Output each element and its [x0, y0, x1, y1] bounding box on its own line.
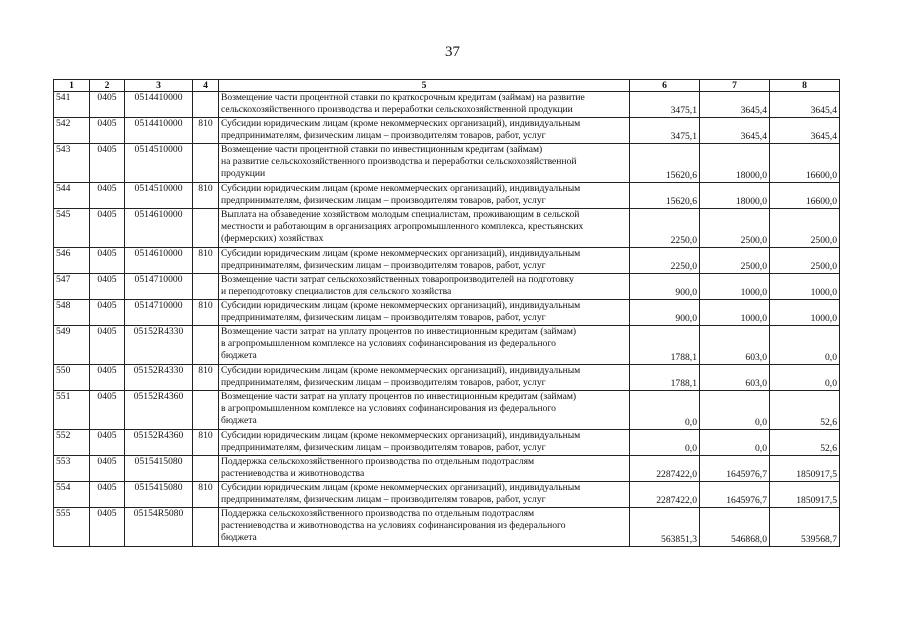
amount-col8: 52,6	[770, 391, 840, 430]
amount-col7: 603,0	[700, 365, 770, 391]
amount-col6: 563851,3	[630, 508, 700, 547]
amount-col6: 2250,0	[630, 248, 700, 274]
row-number: 548	[54, 300, 90, 326]
target-article-code: 05152R4330	[125, 365, 193, 391]
row-number: 553	[54, 456, 90, 482]
expense-name: Субсидии юридическим лицам (кроме некоммерческих организаций), индивидуальным предпринимателям, физическим лицам – производителям товаров, работ, услуг	[219, 482, 630, 508]
table-row	[54, 508, 840, 547]
table-row	[54, 365, 840, 391]
expense-name: Возмещение части затрат сельскохозяйственных товаропроизводителей на подготовку и переподготовку специалистов для сельского хозяйства	[219, 274, 630, 300]
table-row	[54, 118, 840, 144]
expense-type-code	[193, 92, 219, 118]
amount-col8: 16600,0	[770, 183, 840, 209]
table-row	[54, 144, 840, 183]
expense-type-code: 810	[193, 365, 219, 391]
amount-col8: 3645,4	[770, 92, 840, 118]
expense-type-code	[193, 274, 219, 300]
header-row	[54, 80, 840, 92]
amount-col6: 15620,6	[630, 144, 700, 183]
table-row	[54, 248, 840, 274]
page-number: 37	[445, 44, 460, 60]
row-number: 542	[54, 118, 90, 144]
row-number: 549	[54, 326, 90, 365]
target-article-code: 0514410000	[125, 118, 193, 144]
target-article-code: 05152R4360	[125, 391, 193, 430]
table-row	[54, 326, 840, 365]
expense-type-code	[193, 209, 219, 248]
column-header: 4	[193, 80, 219, 92]
target-article-code: 0515415080	[125, 456, 193, 482]
expense-name: Субсидии юридическим лицам (кроме некоммерческих организаций), индивидуальным предпринимателям, физическим лицам – производителям товаров, работ, услуг	[219, 183, 630, 209]
table-row	[54, 391, 840, 430]
table-row	[54, 482, 840, 508]
amount-col8: 52,6	[770, 430, 840, 456]
amount-col8: 2500,0	[770, 248, 840, 274]
amount-col6: 1788,1	[630, 365, 700, 391]
amount-col6: 0,0	[630, 391, 700, 430]
amount-col8: 0,0	[770, 326, 840, 365]
amount-col6: 15620,6	[630, 183, 700, 209]
section-code: 0405	[90, 326, 125, 365]
target-article-code: 0514610000	[125, 248, 193, 274]
section-code: 0405	[90, 144, 125, 183]
amount-col7: 1645976,7	[700, 456, 770, 482]
column-header: 7	[700, 80, 770, 92]
amount-col8: 1850917,5	[770, 482, 840, 508]
expense-type-code: 810	[193, 482, 219, 508]
expense-type-code: 810	[193, 430, 219, 456]
section-code: 0405	[90, 365, 125, 391]
expense-type-code: 810	[193, 248, 219, 274]
amount-col6: 2287422,0	[630, 456, 700, 482]
section-code: 0405	[90, 274, 125, 300]
column-header: 5	[219, 80, 630, 92]
expense-name: Возмещение части процентной ставки по инвестиционным кредитам (займам) на развитие сельскохозяйственного производства и переработки сельскохозяйственной продукции	[219, 144, 630, 183]
target-article-code: 0514610000	[125, 209, 193, 248]
amount-col8: 1850917,5	[770, 456, 840, 482]
section-code: 0405	[90, 482, 125, 508]
amount-col8: 539568,7	[770, 508, 840, 547]
amount-col6: 900,0	[630, 274, 700, 300]
expense-name: Возмещение части затрат на уплату процентов по инвестиционным кредитам (займам) в агропромышленном комплексе на условиях софинансирования из федерального бюджета	[219, 326, 630, 365]
amount-col7: 546868,0	[700, 508, 770, 547]
row-number: 551	[54, 391, 90, 430]
amount-col6: 2250,0	[630, 209, 700, 248]
section-code: 0405	[90, 430, 125, 456]
expense-name: Возмещение части затрат на уплату процентов по инвестиционным кредитам (займам) в агропромышленном комплексе на условиях софинансирования из федерального бюджета	[219, 391, 630, 430]
row-number: 544	[54, 183, 90, 209]
expense-name: Субсидии юридическим лицам (кроме некоммерческих организаций), индивидуальным предпринимателям, физическим лицам – производителям товаров, работ, услуг	[219, 300, 630, 326]
amount-col8: 0,0	[770, 365, 840, 391]
amount-col8: 2500,0	[770, 209, 840, 248]
amount-col6: 0,0	[630, 430, 700, 456]
row-number: 546	[54, 248, 90, 274]
expense-type-code: 810	[193, 300, 219, 326]
section-code: 0405	[90, 92, 125, 118]
target-article-code: 0514410000	[125, 92, 193, 118]
expense-name: Поддержка сельскохозяйственного производства по отдельным подотраслям растениеводства и животноводства	[219, 456, 630, 482]
amount-col8: 1000,0	[770, 300, 840, 326]
amount-col7: 603,0	[700, 326, 770, 365]
target-article-code: 05152R4330	[125, 326, 193, 365]
table-body	[54, 92, 840, 547]
table-row	[54, 300, 840, 326]
amount-col6: 3475,1	[630, 118, 700, 144]
amount-col8: 3645,4	[770, 118, 840, 144]
section-code: 0405	[90, 300, 125, 326]
row-number: 547	[54, 274, 90, 300]
table-row	[54, 92, 840, 118]
amount-col6: 2287422,0	[630, 482, 700, 508]
section-code: 0405	[90, 209, 125, 248]
amount-col6: 900,0	[630, 300, 700, 326]
expense-name: Субсидии юридическим лицам (кроме некоммерческих организаций), индивидуальным предпринимателям, физическим лицам – производителям товаров, работ, услуг	[219, 248, 630, 274]
amount-col8: 1000,0	[770, 274, 840, 300]
amount-col7: 2500,0	[700, 209, 770, 248]
budget-table	[53, 79, 840, 547]
amount-col8: 16600,0	[770, 144, 840, 183]
expense-type-code	[193, 508, 219, 547]
expense-name: Возмещение части процентной ставки по краткосрочным кредитам (займам) на развитие сельскохозяйственного производства и переработки сельскохозяйственной продукции	[219, 92, 630, 118]
amount-col7: 1645976,7	[700, 482, 770, 508]
section-code: 0405	[90, 183, 125, 209]
section-code: 0405	[90, 391, 125, 430]
expense-type-code	[193, 456, 219, 482]
amount-col7: 1000,0	[700, 274, 770, 300]
expense-name: Поддержка сельскохозяйственного производства по отдельным подотраслям растениеводства и животноводства на условиях софинансирования из федерального бюджета	[219, 508, 630, 547]
amount-col7: 3645,4	[700, 92, 770, 118]
expense-name: Субсидии юридическим лицам (кроме некоммерческих организаций), индивидуальным предпринимателям, физическим лицам – производителям товаров, работ, услуг	[219, 118, 630, 144]
expense-name: Субсидии юридическим лицам (кроме некоммерческих организаций), индивидуальным предпринимателям, физическим лицам – производителям товаров, работ, услуг	[219, 430, 630, 456]
target-article-code: 05152R4360	[125, 430, 193, 456]
column-header: 3	[125, 80, 193, 92]
table-row	[54, 209, 840, 248]
section-code: 0405	[90, 248, 125, 274]
row-number: 543	[54, 144, 90, 183]
target-article-code: 0514510000	[125, 144, 193, 183]
row-number: 552	[54, 430, 90, 456]
column-header: 1	[54, 80, 90, 92]
section-code: 0405	[90, 118, 125, 144]
table-row	[54, 430, 840, 456]
expense-type-code	[193, 391, 219, 430]
column-header: 2	[90, 80, 125, 92]
column-header: 6	[630, 80, 700, 92]
table-row	[54, 274, 840, 300]
expense-type-code	[193, 144, 219, 183]
target-article-code: 0514710000	[125, 300, 193, 326]
amount-col7: 18000,0	[700, 183, 770, 209]
target-article-code: 0514510000	[125, 183, 193, 209]
amount-col7: 0,0	[700, 391, 770, 430]
amount-col7: 3645,4	[700, 118, 770, 144]
section-code: 0405	[90, 456, 125, 482]
row-number: 545	[54, 209, 90, 248]
target-article-code: 05154R5080	[125, 508, 193, 547]
target-article-code: 0515415080	[125, 482, 193, 508]
section-code: 0405	[90, 508, 125, 547]
amount-col7: 18000,0	[700, 144, 770, 183]
amount-col7: 2500,0	[700, 248, 770, 274]
table-row	[54, 183, 840, 209]
expense-type-code: 810	[193, 118, 219, 144]
expense-type-code	[193, 326, 219, 365]
expense-name: Субсидии юридическим лицам (кроме некоммерческих организаций), индивидуальным предпринимателям, физическим лицам – производителям товаров, работ, услуг	[219, 365, 630, 391]
target-article-code: 0514710000	[125, 274, 193, 300]
expense-type-code: 810	[193, 183, 219, 209]
amount-col7: 1000,0	[700, 300, 770, 326]
row-number: 555	[54, 508, 90, 547]
row-number: 541	[54, 92, 90, 118]
amount-col6: 3475,1	[630, 92, 700, 118]
expense-name: Выплата на обзаведение хозяйством молодым специалистам, проживающим в сельской местности и работающим в организациях агропромышленного комплекса, крестьянских (фермерских) хозяйствах	[219, 209, 630, 248]
amount-col6: 1788,1	[630, 326, 700, 365]
row-number: 550	[54, 365, 90, 391]
amount-col7: 0,0	[700, 430, 770, 456]
table-row	[54, 456, 840, 482]
row-number: 554	[54, 482, 90, 508]
column-header: 8	[770, 80, 840, 92]
